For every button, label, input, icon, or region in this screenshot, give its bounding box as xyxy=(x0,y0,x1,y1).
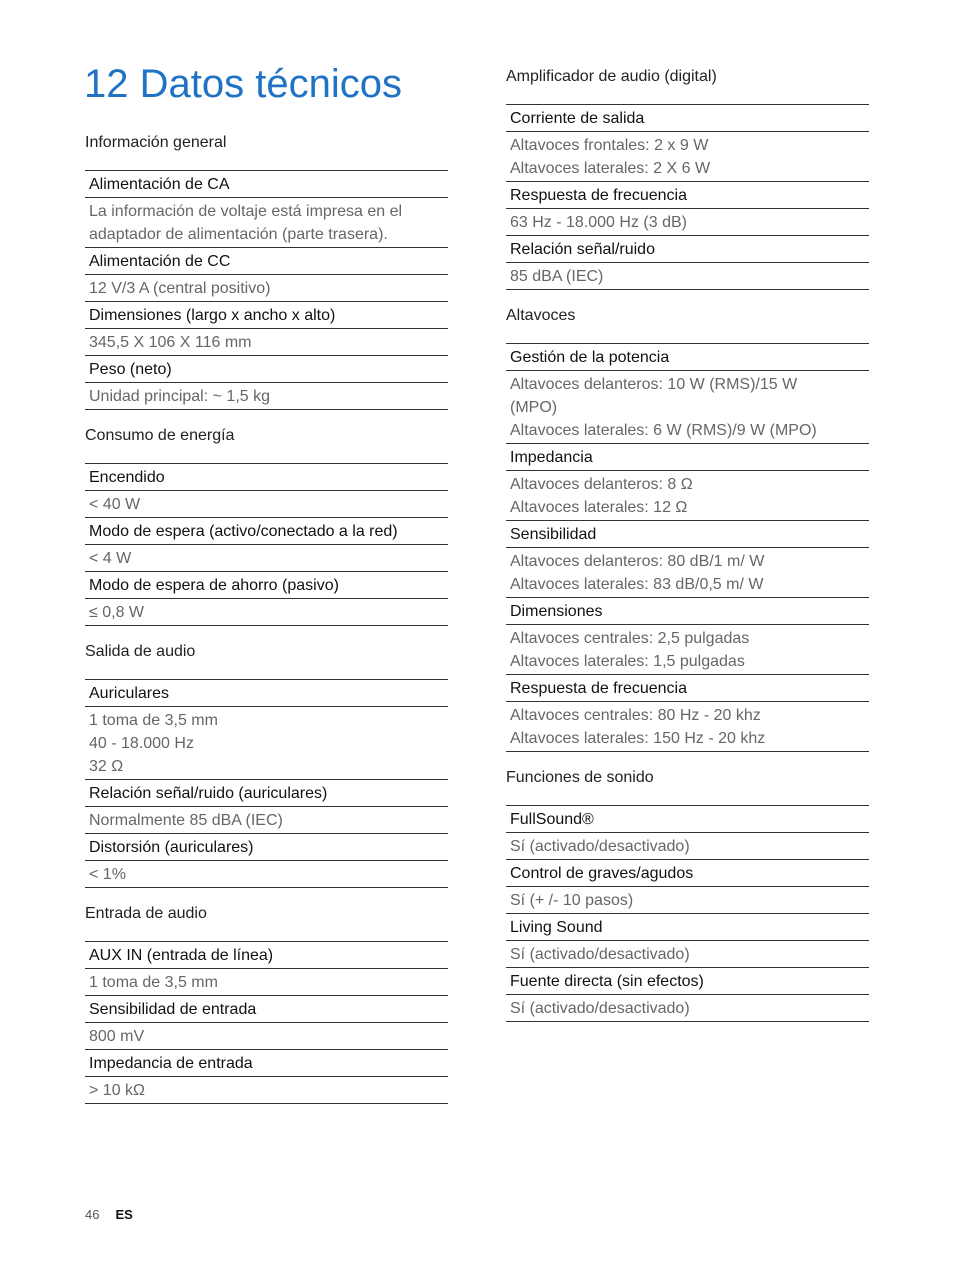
spec-label: Impedancia de entrada xyxy=(89,1055,253,1072)
spec-label: FullSound® xyxy=(510,811,594,828)
spec-value: Altavoces centrales: 2,5 pulgadas xyxy=(510,630,750,647)
spec-label: Sensibilidad de entrada xyxy=(89,1001,257,1018)
section-heading-amplificador-de-audio-digital: Amplificador de audio (digital) xyxy=(506,68,717,85)
spec-value: Altavoces laterales: 6 W (RMS)/9 W (MPO) xyxy=(510,422,817,439)
spec-value: Altavoces laterales: 12 Ω xyxy=(510,499,688,516)
spec-label: Corriente de salida xyxy=(510,110,645,127)
spec-label: Dimensiones (largo x ancho x alto) xyxy=(89,307,336,324)
spec-value-row xyxy=(85,275,448,302)
spec-value-row xyxy=(506,625,869,675)
spec-value: (MPO) xyxy=(510,399,558,416)
spec-value: Sí (activado/desactivado) xyxy=(510,1000,690,1017)
spec-label-row xyxy=(85,248,448,275)
spec-label-row xyxy=(85,171,448,198)
spec-label: Respuesta de frecuencia xyxy=(510,680,687,697)
spec-label-row xyxy=(506,105,869,132)
left-column xyxy=(85,132,448,1119)
spec-value: La información de voltaje está impresa en el xyxy=(89,203,403,220)
spec-value: 40 - 18.000 Hz xyxy=(89,735,194,752)
spec-value-row xyxy=(506,995,869,1022)
spec-label-row xyxy=(506,806,869,833)
spec-label-row xyxy=(85,942,448,969)
spec-value: Sí (activado/desactivado) xyxy=(510,946,690,963)
spec-label: Fuente directa (sin efectos) xyxy=(510,973,704,990)
spec-table xyxy=(506,104,869,290)
page-title: 12 Datos técnicos xyxy=(84,62,402,106)
spec-label: Encendido xyxy=(89,469,165,486)
spec-label: Modo de espera (activo/conectado a la red) xyxy=(89,523,398,540)
spec-value-row xyxy=(85,969,448,996)
spec-value-row xyxy=(85,599,448,626)
spec-label: Control de graves/agudos xyxy=(510,865,694,882)
spec-value: Altavoces delanteros: 10 W (RMS)/15 W xyxy=(510,376,798,393)
spec-label-row xyxy=(85,518,448,545)
spec-value-row xyxy=(85,383,448,410)
spec-label-row xyxy=(506,598,869,625)
spec-value: Sí (activado/desactivado) xyxy=(510,838,690,855)
spec-label-row xyxy=(506,675,869,702)
spec-label-row xyxy=(85,780,448,807)
spec-value: adaptador de alimentación (parte trasera). xyxy=(89,226,388,243)
spec-value-row xyxy=(85,807,448,834)
spec-table xyxy=(85,170,448,410)
spec-label: Impedancia xyxy=(510,449,593,466)
spec-label-row xyxy=(85,572,448,599)
spec-value: Normalmente 85 dBA (IEC) xyxy=(89,812,283,829)
spec-label: Dimensiones xyxy=(510,603,603,620)
spec-value-row xyxy=(506,263,869,290)
spec-label: AUX IN (entrada de línea) xyxy=(89,947,274,964)
spec-table xyxy=(85,941,448,1104)
spec-value: > 10 kΩ xyxy=(89,1082,145,1099)
spec-value: 32 Ω xyxy=(89,758,124,775)
spec-value: 1 toma de 3,5 mm xyxy=(89,974,218,991)
page-footer xyxy=(85,1207,133,1222)
spec-label-row xyxy=(506,968,869,995)
spec-label: Alimentación de CA xyxy=(89,176,230,193)
spec-label-row xyxy=(506,521,869,548)
spec-value-row xyxy=(85,707,448,780)
spec-label: Relación señal/ruido (auriculares) xyxy=(89,785,328,802)
spec-table xyxy=(85,463,448,626)
spec-value: Altavoces laterales: 150 Hz - 20 khz xyxy=(510,730,766,747)
section-heading-informacion-general: Información general xyxy=(85,134,227,151)
spec-label-row xyxy=(506,236,869,263)
spec-value-row xyxy=(85,545,448,572)
spec-label-row xyxy=(85,464,448,491)
spec-value: < 40 W xyxy=(89,496,141,513)
spec-label: Respuesta de frecuencia xyxy=(510,187,687,204)
spec-value: Altavoces delanteros: 80 dB/1 m/ W xyxy=(510,553,765,570)
spec-label-row xyxy=(85,834,448,861)
spec-value-row xyxy=(85,1023,448,1050)
spec-label-row xyxy=(506,914,869,941)
spec-label: Peso (neto) xyxy=(89,361,172,378)
spec-label-row xyxy=(85,996,448,1023)
spec-label: Modo de espera de ahorro (pasivo) xyxy=(89,577,339,594)
spec-value: Altavoces laterales: 1,5 pulgadas xyxy=(510,653,745,670)
spec-value-row xyxy=(506,209,869,236)
spec-label-row xyxy=(506,860,869,887)
spec-value-row xyxy=(85,329,448,356)
spec-value-row xyxy=(506,887,869,914)
spec-label: Auriculares xyxy=(89,685,170,702)
spec-value-row xyxy=(506,702,869,752)
spec-value: 85 dBA (IEC) xyxy=(510,268,604,285)
spec-label-row xyxy=(85,356,448,383)
spec-label: Relación señal/ruido xyxy=(510,241,655,258)
spec-label: Living Sound xyxy=(510,919,603,936)
spec-label: Distorsión (auriculares) xyxy=(89,839,254,856)
spec-label-row xyxy=(85,680,448,707)
spec-value-row xyxy=(506,371,869,444)
right-column xyxy=(506,66,869,1037)
page-number: 46 xyxy=(85,1207,100,1222)
spec-value-row xyxy=(506,548,869,598)
spec-value: ≤ 0,8 W xyxy=(89,604,145,621)
spec-label: Alimentación de CC xyxy=(89,253,231,270)
spec-value: 63 Hz - 18.000 Hz (3 dB) xyxy=(510,214,687,231)
spec-label-row xyxy=(506,444,869,471)
spec-table xyxy=(506,805,869,1022)
spec-value: 345,5 X 106 X 116 mm xyxy=(89,334,252,351)
spec-value-row xyxy=(85,198,448,248)
spec-value: Sí (+ /- 10 pasos) xyxy=(510,892,634,909)
spec-value-row xyxy=(506,941,869,968)
language-code: ES xyxy=(115,1207,133,1222)
spec-table xyxy=(506,343,869,752)
spec-value: 12 V/3 A (central positivo) xyxy=(89,280,271,297)
spec-label-row xyxy=(506,182,869,209)
spec-label: Sensibilidad xyxy=(510,526,597,543)
spec-value: 1 toma de 3,5 mm xyxy=(89,712,218,729)
spec-value-row xyxy=(85,861,448,888)
spec-value-row xyxy=(85,491,448,518)
spec-label-row xyxy=(85,302,448,329)
section-heading-consumo-de-energia: Consumo de energía xyxy=(85,427,235,444)
spec-label-row xyxy=(506,344,869,371)
spec-value: Unidad principal: ~ 1,5 kg xyxy=(89,388,270,405)
section-heading-altavoces: Altavoces xyxy=(506,307,576,324)
section-heading-salida-de-audio: Salida de audio xyxy=(85,643,196,660)
spec-value: < 4 W xyxy=(89,550,132,567)
spec-label: Gestión de la potencia xyxy=(510,349,670,366)
spec-label-row xyxy=(85,1050,448,1077)
spec-value: Altavoces frontales: 2 x 9 W xyxy=(510,137,709,154)
spec-value: Altavoces centrales: 80 Hz - 20 khz xyxy=(510,707,761,724)
spec-value-row xyxy=(506,471,869,521)
section-heading-entrada-de-audio: Entrada de audio xyxy=(85,905,207,922)
spec-table xyxy=(85,679,448,888)
spec-value-row xyxy=(506,132,869,182)
spec-value: Altavoces delanteros: 8 Ω xyxy=(510,476,693,493)
spec-value: 800 mV xyxy=(89,1028,145,1045)
spec-value: Altavoces laterales: 83 dB/0,5 m/ W xyxy=(510,576,764,593)
spec-value: Altavoces laterales: 2 X 6 W xyxy=(510,160,711,177)
spec-value-row xyxy=(506,833,869,860)
spec-value: < 1% xyxy=(89,866,126,883)
spec-value-row xyxy=(85,1077,448,1104)
section-heading-funciones-de-sonido: Funciones de sonido xyxy=(506,769,654,786)
